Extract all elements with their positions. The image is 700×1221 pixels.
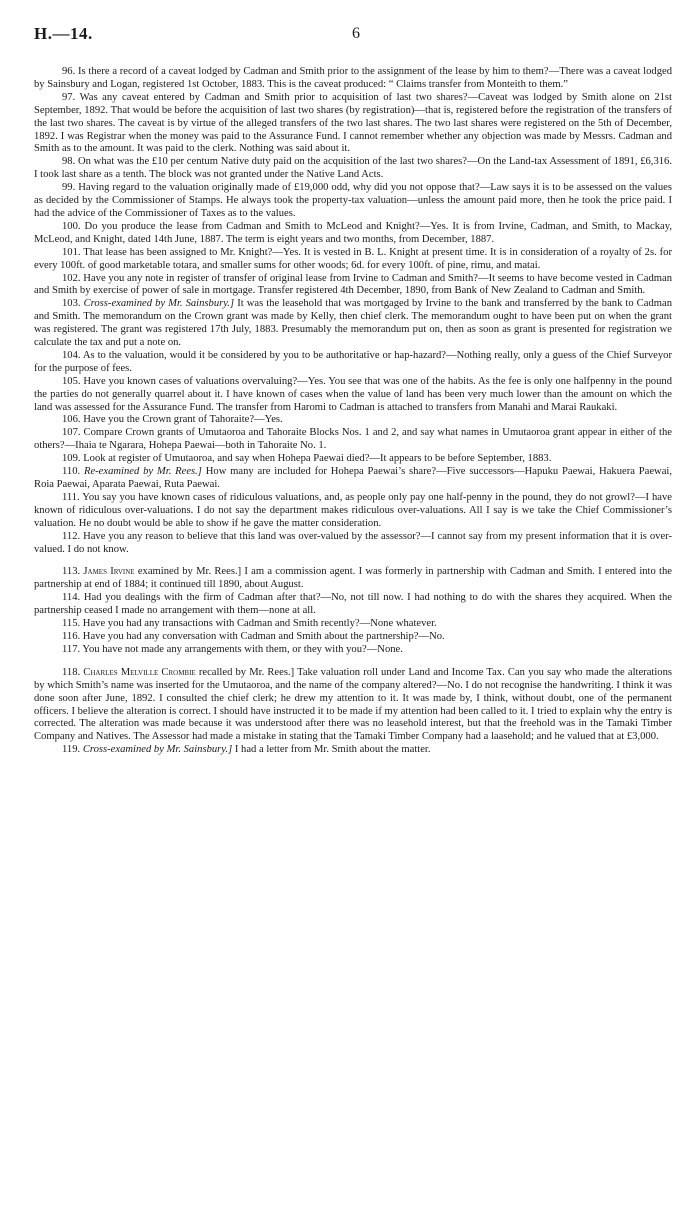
paragraph	[34, 156, 672, 182]
question-number: 110.	[62, 466, 81, 478]
paragraph	[34, 376, 672, 415]
paragraph-text: I am a commission agent. I was formerly in partnership with Cadman and Smith. I entered into the partnership at end of 1884; it continued till 1890, about August.	[34, 566, 672, 591]
paragraph-text: 114. Had you dealings with the firm of Cadman after that?—No, not till now. I had nothing to do with the shares they acquired. When the partnership ceased I made no arrangement with them—none at all.	[34, 592, 672, 617]
paragraph	[34, 631, 672, 644]
question-number: 118.	[62, 666, 81, 678]
paragraph-text: 96. Is there a record of a caveat lodged by Cadman and Smith prior to the assignment of the lease by him to them?—There was a caveat lodged by Sainsbury and Logan, registered 1st October, 1883. This is the caveat produced: “ Claims transfer from Monteith to them.”	[34, 66, 672, 90]
examination-note: examined by Mr. Rees.]	[137, 566, 242, 578]
paragraph-text: I had a letter from Mr. Smith about the matter.	[234, 744, 431, 756]
paragraph	[34, 92, 672, 157]
paragraph	[34, 667, 672, 744]
paragraph-text: 105. Have you known cases of valuations overvaluing?—Yes. You see that was one of the habits. As the fee is only one halfpenny in the pound the parties do not generally quarrel about it. I have known of cases when the value of land has been very much lower than the amount on which the land was assessed for the Assurance Fund. The transfer from Haromi to Cadman is attached to transfers from Manahi and Marai Raukaki.	[34, 375, 672, 413]
paragraph-text: 115. Have you had any transactions with Cadman and Smith recently?—None whatever.	[62, 618, 437, 630]
paragraph	[34, 453, 672, 466]
paragraph	[34, 531, 672, 557]
paragraph-text: 107. Compare Crown grants of Umutaoroa and Tahoraite Blocks Nos. 1 and 2, and say what names in Umutaoroa grant appear in either of the others?—Ihaia te Ngarara, Hohepa Paewai—both in Tahoraite No. 1.	[34, 427, 672, 452]
paragraph	[34, 273, 672, 299]
paragraph-text: 102. Have you any note in register of transfer of original lease from Irvine to Cadman and Smith?—It seems to have become vested in Cadman and Smith by exercise of power of sale in mortgage. Transfer registered 4th December, 1890, from Bank of New Zealand to Cadman and Smith.	[34, 272, 672, 297]
examination-note: recalled by Mr. Rees.]	[198, 666, 295, 678]
question-number: 119.	[62, 744, 81, 756]
document-body	[34, 66, 672, 757]
paragraph	[34, 414, 672, 427]
paragraph	[34, 221, 672, 247]
paragraph-text: 106. Have you the Crown grant of Tahoraite?—Yes.	[62, 414, 283, 426]
question-number: 113.	[62, 566, 81, 578]
paragraph-text: 98. On what was the £10 per centum Native duty paid on the acquisition of the last two shares?—On the Land-tax Assessment of 1891, £6,316. I took last share as a tenth. The block was not granted under the Native Land Acts.	[34, 156, 672, 181]
paragraph-text: 112. Have you any reason to believe that this land was over-valued by the assessor?—I cannot say from my present information that it is over-valued. I do not know.	[34, 530, 672, 555]
paragraph	[34, 182, 672, 221]
paragraph-text: It was the leasehold that was mortgaged by Irvine to the bank and transferred by the bank to Cadman and Smith. The memorandum on the Crown grant was made by Kelly, then chief clerk. The memorandum ought to have been put on when the grant was registered. The grant was registered 17th July, 1883. Presumably the memorandum put on, then as soon as grant is presented for registration we calculate the tax and put a note on.	[34, 298, 672, 349]
examination-note: Cross-examined by Mr. Sainsbury.]	[82, 744, 233, 756]
examination-note: Re-examined by Mr. Rees.]	[83, 466, 202, 478]
paragraph-text: 109. Look at register of Umutaoroa, and say when Hohepa Paewai died?—It appears to be before September, 1883.	[62, 453, 552, 465]
paragraph	[34, 644, 672, 657]
paragraph	[34, 744, 672, 757]
document-reference: H.—14.	[34, 24, 93, 43]
witness-name: James Irvine	[83, 566, 135, 578]
paragraph-text: 117. You have not made any arrangements with them, or they with you?—None.	[62, 643, 403, 655]
paragraph	[34, 66, 672, 92]
paragraph-text: How many are included for Hohepa Paewai’s share?—Five successors—Hapuku Paewai, Hakuera Paewai, Roia Paewai, Aparata Paewai, Ruta Paewai.	[34, 466, 672, 490]
paragraph	[34, 298, 672, 350]
page-number: 6	[352, 25, 360, 42]
paragraph-text: 116. Have you had any conversation with Cadman and Smith about the partnership?—No.	[62, 630, 445, 642]
paragraph-text: 111. You say you have known cases of ridiculous valuations, and, as people only pay one half-penny in the pound, they do not growl?—I have known of ridiculous over-valuations. I do not say the department makes ridiculous over-valuations. All I say is we take the Chief Commissioner’s valuation. He no doubt would be able to show if he gave the matter consideration.	[34, 491, 672, 529]
paragraph	[34, 350, 672, 376]
paragraph-text: 99. Having regard to the valuation originally made of £19,000 odd, why did you not oppose that?—Law says it is to be assessed on the values as decided by the Commissioner of Stamps. He always took the property-tax valuation—unless the amount paid more, then he took the price paid. I had the advice of the Commissioner of Taxes as to the values.	[34, 182, 672, 219]
paragraph	[34, 466, 672, 492]
paragraph	[34, 247, 672, 273]
paragraph-text: 97. Was any caveat entered by Cadman and Smith prior to acquisition of last two shares?—Caveat was lodged by Smith alone on 21st September, 1892. That would be before the acquisition of last two shares (by registration)—that is, registered before the registration of the transfers of the last two shares. The caveat is by virtue of the alleged transfers of the two last shares. The two last shares were registered on the 5th of December, 1892. I was Registrar when the money was paid to the Assurance Fund. I cannot remember whether any objection was made by Messrs. Cadman and Smith as to the amount. It was paid to the clerk. Nothing was said about it.	[34, 91, 672, 155]
witness-name: Charles Melville Crombie	[83, 666, 196, 678]
paragraph-text: 101. That lease has been assigned to Mr. Knight?—Yes. It is vested in B. L. Knight at present time. It is in consideration of a royalty of 2s. for every 100ft. of good marketable totara, and smaller sums for other woods; 6d. for every 100ft. of pine, rimu, and matai.	[34, 246, 672, 271]
paragraph-text: Take valuation roll under Land and Income Tax. Can you say who made the alterations by which Smith’s name was inserted for the Umutaoroa, and the name of the company altered?—No. I do not recognise the handwriting. I think it was done soon after June, 1892. I consulted the chief clerk; he drew my attention to it. It was made by, I think, without doubt, one of the permanent officers. I believe the alteration is correct. I should have instructed it to be made if my attention had been called to it. I tried to explain why the entry is corrected. The alteration was made because it was understood after there was no leasehold interest, but that the freehold was in the Tamaki Timber Company and Natives. The Assessor had made a mistake in stating that the Tamaki Timber Company had a laasehold; and he valued that at £3,000.	[34, 666, 673, 743]
paragraph	[34, 618, 672, 631]
paragraph	[34, 492, 672, 531]
page-header	[34, 24, 672, 54]
paragraph-text: 104. As to the valuation, would it be considered by you to be authoritative or hap-hazard?—Nothing really, only a guess of the Chief Surveyor for the purpose of fees.	[34, 349, 672, 374]
examination-note: Cross-examined by Mr. Sainsbury.]	[83, 298, 235, 310]
paragraph-text: 100. Do you produce the lease from Cadman and Smith to McLeod and Knight?—Yes. It is from Irvine, Cadman, and Smith, to Mackay, McLeod, and Knight, dated 14th June, 1887. The term is eight years and two months, from December, 1887.	[34, 220, 672, 245]
paragraph	[34, 566, 672, 592]
paragraph	[34, 427, 672, 453]
paragraph	[34, 592, 672, 618]
question-number: 103.	[62, 298, 81, 310]
